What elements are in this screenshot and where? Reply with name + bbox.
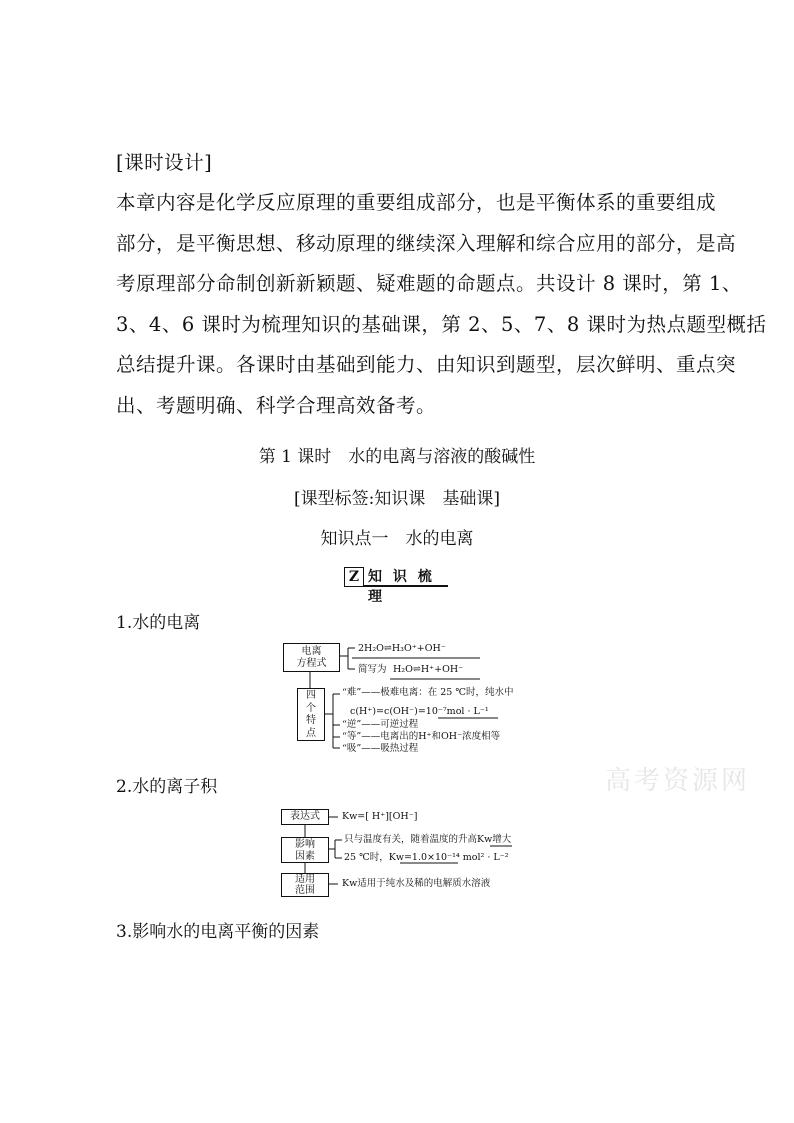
intro-line: 考原理部分命制创新新颖题、疑难题的命题点。共设计 8 课时，第 1、 bbox=[116, 272, 742, 295]
lesson-title: 第 1 课时 水的电离与溶液的酸碱性 bbox=[258, 447, 536, 467]
diagram-water-ionization bbox=[280, 640, 540, 760]
section-2-title: 2.水的离子积 bbox=[116, 777, 218, 797]
box-applicable-scope: 适用 范围 bbox=[281, 873, 329, 897]
knowledge-point-title: 知识点一 水的电离 bbox=[320, 529, 474, 549]
banner-underline bbox=[364, 585, 448, 587]
equation-full: 2H₂O⇌H₃O⁺+OH⁻ bbox=[358, 643, 446, 654]
banner-letter: Z bbox=[344, 567, 364, 587]
equation-short: H₂O⇌H⁺+OH⁻ bbox=[393, 664, 464, 675]
watermark: 高考资源网 bbox=[605, 766, 751, 796]
box-ionization-equation: 电离 方程式 bbox=[283, 643, 340, 672]
section-3-title: 3.影响水的电离平衡的因素 bbox=[116, 922, 320, 942]
equation-short-label: 简写为 bbox=[358, 664, 387, 675]
intro-line: 部分，是平衡思想、移动原理的继续深入理解和综合应用的部分，是高 bbox=[116, 231, 737, 255]
feature-difficult: “难”——极难电离：在 25 ℃时，纯水中 bbox=[342, 687, 514, 698]
intro-line: 总结提升课。各课时由基础到能力、由知识到题型，层次鲜明、重点突 bbox=[116, 353, 737, 376]
section-heading: [课时设计] bbox=[116, 151, 213, 174]
box-influencing-factors: 影响 因素 bbox=[281, 837, 329, 863]
kw-scope: Kw适用于纯水及稀的电解质水溶液 bbox=[342, 878, 491, 889]
feature-difficult-concentration: c(H⁺)=c(OH⁻)=10⁻⁷mol · L⁻¹ bbox=[350, 706, 489, 717]
feature-reversible: “逆”——可逆过程 bbox=[342, 719, 419, 730]
intro-line: 3、4、6 课时为梳理知识的基础课，第 2、5、7、8 课时为热点题型概括 bbox=[116, 312, 767, 336]
box-expression: 表达式 bbox=[281, 809, 329, 825]
box-four-features: 四 个 特 点 bbox=[297, 688, 325, 741]
knowledge-summary-banner bbox=[344, 567, 448, 605]
banner-text: 知 识 梳 理 bbox=[368, 569, 435, 605]
intro-line: 本章内容是化学反应原理的重要组成部分，也是平衡体系的重要组成 bbox=[116, 191, 717, 214]
intro-line: 出、考题明确、科学合理高效备考。 bbox=[116, 393, 437, 417]
feature-equal: “等”——电离出的H⁺和OH⁻浓度相等 bbox=[342, 731, 501, 742]
intro-paragraph bbox=[116, 183, 767, 426]
lesson-tags: [课型标签:知识课 基础课] bbox=[294, 489, 500, 509]
feature-endothermic: “吸”——吸热过程 bbox=[342, 743, 419, 754]
factor-temperature: 只与温度有关，随着温度的升高Kw增大 bbox=[344, 834, 512, 845]
diagram-ionic-product bbox=[280, 806, 540, 898]
factor-25c-value: 25 ℃时，Kw=1.0×10⁻¹⁴ mol² · L⁻² bbox=[344, 852, 509, 863]
section-1-title: 1.水的电离 bbox=[116, 613, 201, 633]
kw-expression: Kw=[ H⁺][OH⁻] bbox=[342, 811, 418, 822]
